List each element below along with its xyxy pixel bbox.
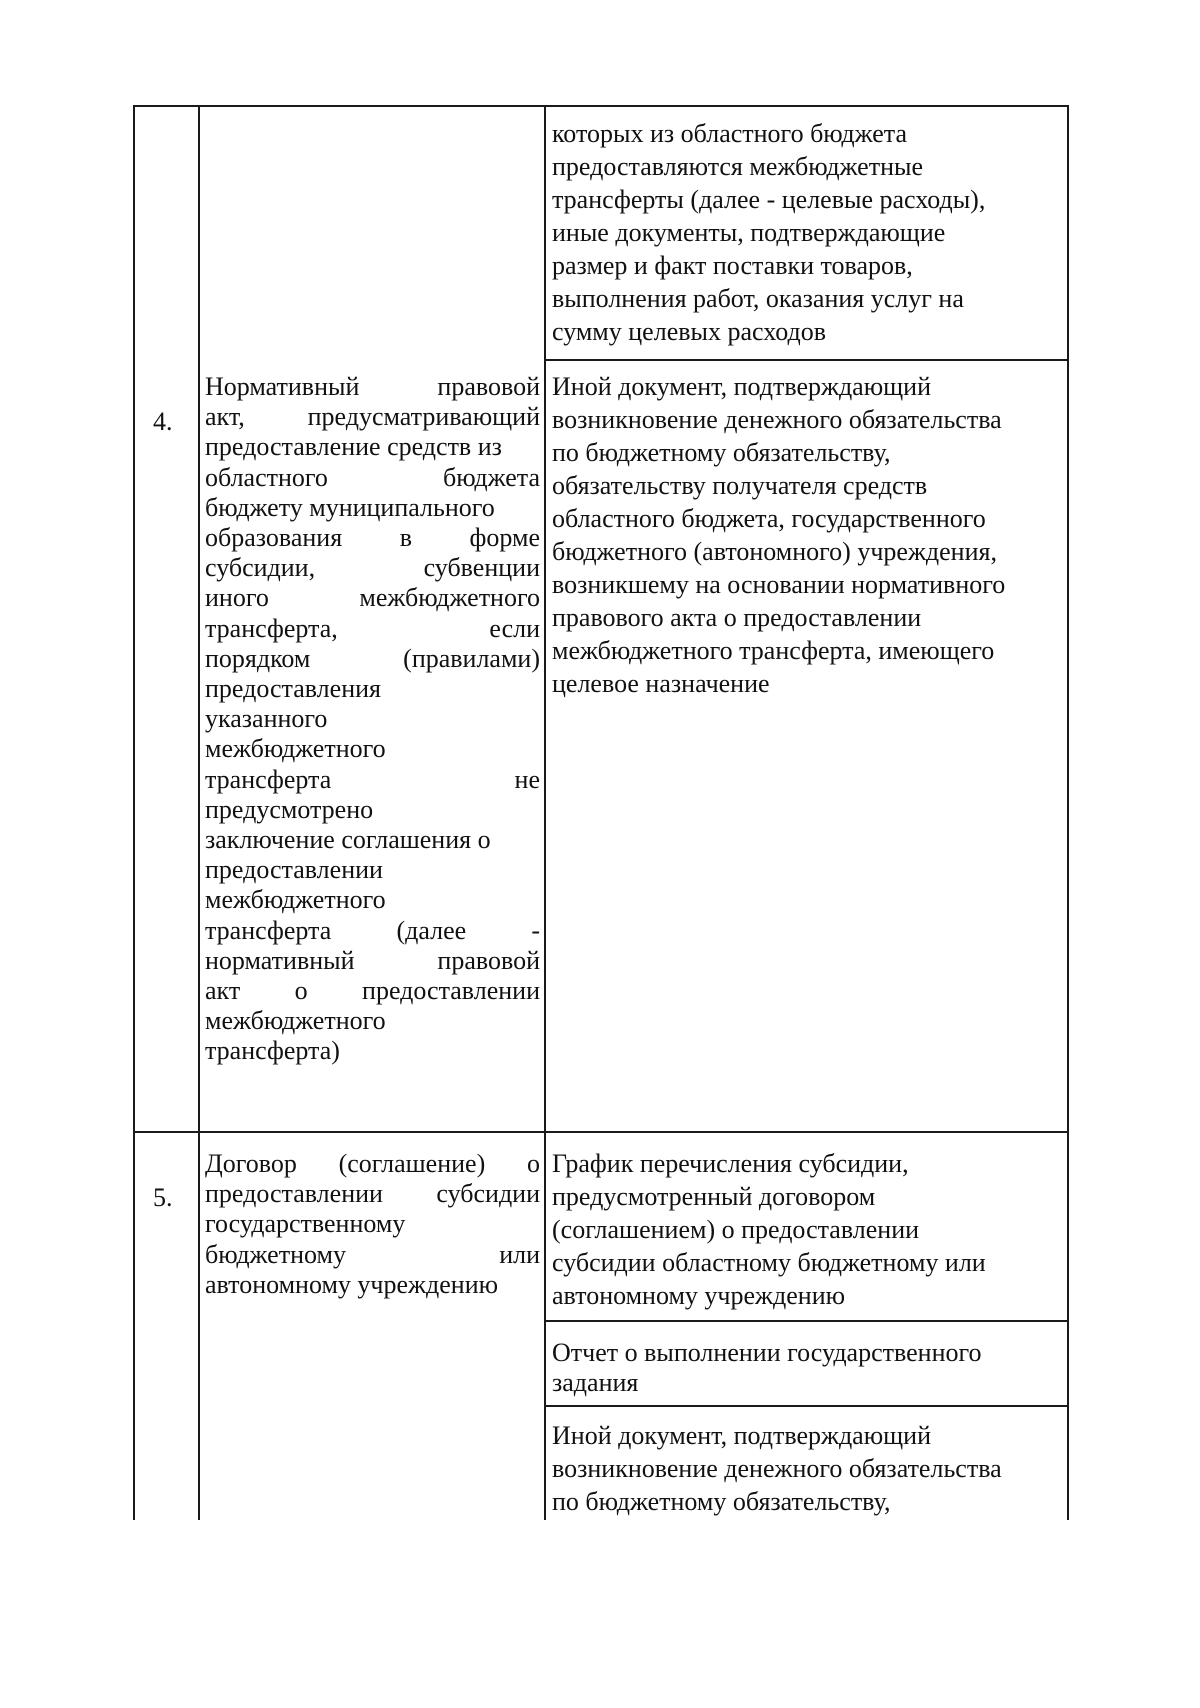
text-line: сумму целевых расходов (552, 317, 826, 346)
word: порядком (205, 643, 311, 673)
table-left-border (133, 105, 135, 1520)
word: акт (205, 976, 241, 1005)
row-divider-5a (544, 1320, 1069, 1322)
text-line: трансферты (далее - целевые расходы), (552, 185, 986, 214)
row-divider-5b (544, 1405, 1069, 1407)
text-line: правового акта о предоставлении (552, 603, 922, 632)
word: в (399, 523, 412, 552)
word: форме (469, 523, 540, 552)
word: трансферта (205, 764, 332, 794)
word: нормативный (205, 945, 355, 975)
text-line (205, 914, 540, 947)
word: заключение соглашения о (205, 825, 491, 854)
word: трансферта) (205, 1036, 340, 1066)
table-top-border (133, 105, 1069, 107)
text-line (205, 1268, 540, 1301)
word: о (526, 1149, 540, 1178)
word: (далее (396, 915, 467, 945)
text-line (205, 823, 540, 856)
text-line (205, 370, 540, 403)
word: межбюджетного (205, 885, 386, 915)
word: Договор (205, 1149, 297, 1178)
text-line (205, 642, 540, 675)
text-line (205, 400, 540, 433)
column-divider-2 (544, 105, 546, 1520)
text-line: (соглашением) о предоставлении (552, 1215, 920, 1244)
word: Нормативный (205, 372, 360, 401)
text-line (205, 1034, 540, 1067)
word: предоставлении (362, 976, 540, 1005)
word: межбюджетного (359, 583, 540, 613)
word: субсидии, (205, 553, 316, 583)
word: указанного (205, 704, 328, 734)
word: предоставлении (205, 855, 383, 885)
word: предоставление средств из (205, 432, 502, 462)
column-divider-1 (198, 105, 200, 1520)
row-number: 5. (153, 1183, 173, 1212)
text-line: которых из областного бюджета (552, 119, 908, 148)
word: бюджетному (205, 1239, 346, 1269)
word: трансферта (205, 915, 332, 945)
word: иного (205, 583, 269, 613)
text-line (205, 551, 540, 584)
word: правовой (437, 945, 540, 975)
text-line (205, 672, 540, 705)
word: областного (205, 462, 328, 492)
row-divider-top-cell (544, 359, 1069, 361)
text-line: иные документы, подтверждающие (552, 218, 946, 247)
text-line: задания (552, 1368, 639, 1397)
text-line: возникшему на основании нормативного (552, 570, 1006, 599)
text-line (205, 1004, 540, 1037)
text-line (205, 944, 540, 977)
text-line (205, 1177, 540, 1210)
word: межбюджетного (205, 734, 386, 764)
text-line: возникновение денежного обязательства (552, 1454, 1002, 1483)
word: о (294, 976, 308, 1005)
text-line: Иной документ, подтверждающий (552, 372, 931, 401)
text-line (205, 1238, 540, 1271)
text-line: предоставляются межбюджетные (552, 152, 923, 181)
text-line: График перечисления субсидии, (552, 1149, 909, 1178)
text-line (205, 521, 540, 554)
word: (соглашение) (338, 1149, 486, 1178)
text-line (205, 883, 540, 916)
text-line: обязательству получателя средств (552, 471, 928, 500)
text-line (205, 732, 540, 765)
word: предусмотрено (205, 794, 374, 824)
text-line: по бюджетному обязательству, (552, 438, 891, 467)
word: акт, (205, 402, 245, 432)
text-line: размер и факт поставки товаров, (552, 251, 913, 280)
text-line (205, 974, 540, 1007)
text-line (205, 793, 540, 826)
text-line: бюджетного (автономного) учреждения, (552, 537, 997, 566)
text-line: целевое назначение (552, 669, 770, 698)
word: предусматривающий (307, 402, 540, 432)
word: субвенции (423, 553, 540, 583)
row-divider-4-5 (133, 1131, 1069, 1133)
text-line (205, 853, 540, 886)
word: предоставлении (205, 1179, 383, 1209)
word: субсидии (436, 1179, 540, 1209)
row-number: 4. (153, 407, 173, 436)
text-line: предусмотренный договором (552, 1182, 876, 1211)
word: бюджету муниципального (205, 492, 495, 522)
text-line (205, 581, 540, 614)
text-line: межбюджетного трансферта, имеющего (552, 636, 995, 665)
text-line: областного бюджета, государственного (552, 504, 986, 533)
text-line: выполнения работ, оказания услуг на (552, 284, 964, 313)
text-line (205, 763, 540, 796)
word: трансферта, (205, 613, 338, 643)
text-line (205, 491, 540, 524)
word: образования (205, 523, 343, 552)
word: не (514, 764, 540, 794)
text-line (205, 612, 540, 645)
word: автономному учреждению (205, 1269, 499, 1299)
text-line (205, 1207, 540, 1240)
text-line: возникновение денежного обязательства (552, 405, 1002, 434)
text-line (205, 461, 540, 494)
text-line (205, 1147, 540, 1180)
word: или (499, 1239, 540, 1269)
text-line: Отчет о выполнении государственного (552, 1338, 982, 1367)
text-line: автономному учреждению (552, 1281, 846, 1310)
word: бюджета (443, 462, 540, 492)
table-right-border (1067, 105, 1069, 1520)
word: если (489, 613, 540, 643)
text-line (205, 430, 540, 463)
word: (правилами) (403, 643, 540, 673)
text-line (205, 702, 540, 735)
text-line: по бюджетному обязательству, (552, 1487, 891, 1516)
text-line: субсидии областному бюджетному или (552, 1248, 986, 1277)
word: межбюджетного (205, 1006, 386, 1036)
word: предоставления (205, 674, 381, 703)
word: государственному (205, 1209, 406, 1239)
word: правовой (437, 372, 540, 401)
text-line: Иной документ, подтверждающий (552, 1421, 931, 1450)
word: - (531, 915, 540, 945)
